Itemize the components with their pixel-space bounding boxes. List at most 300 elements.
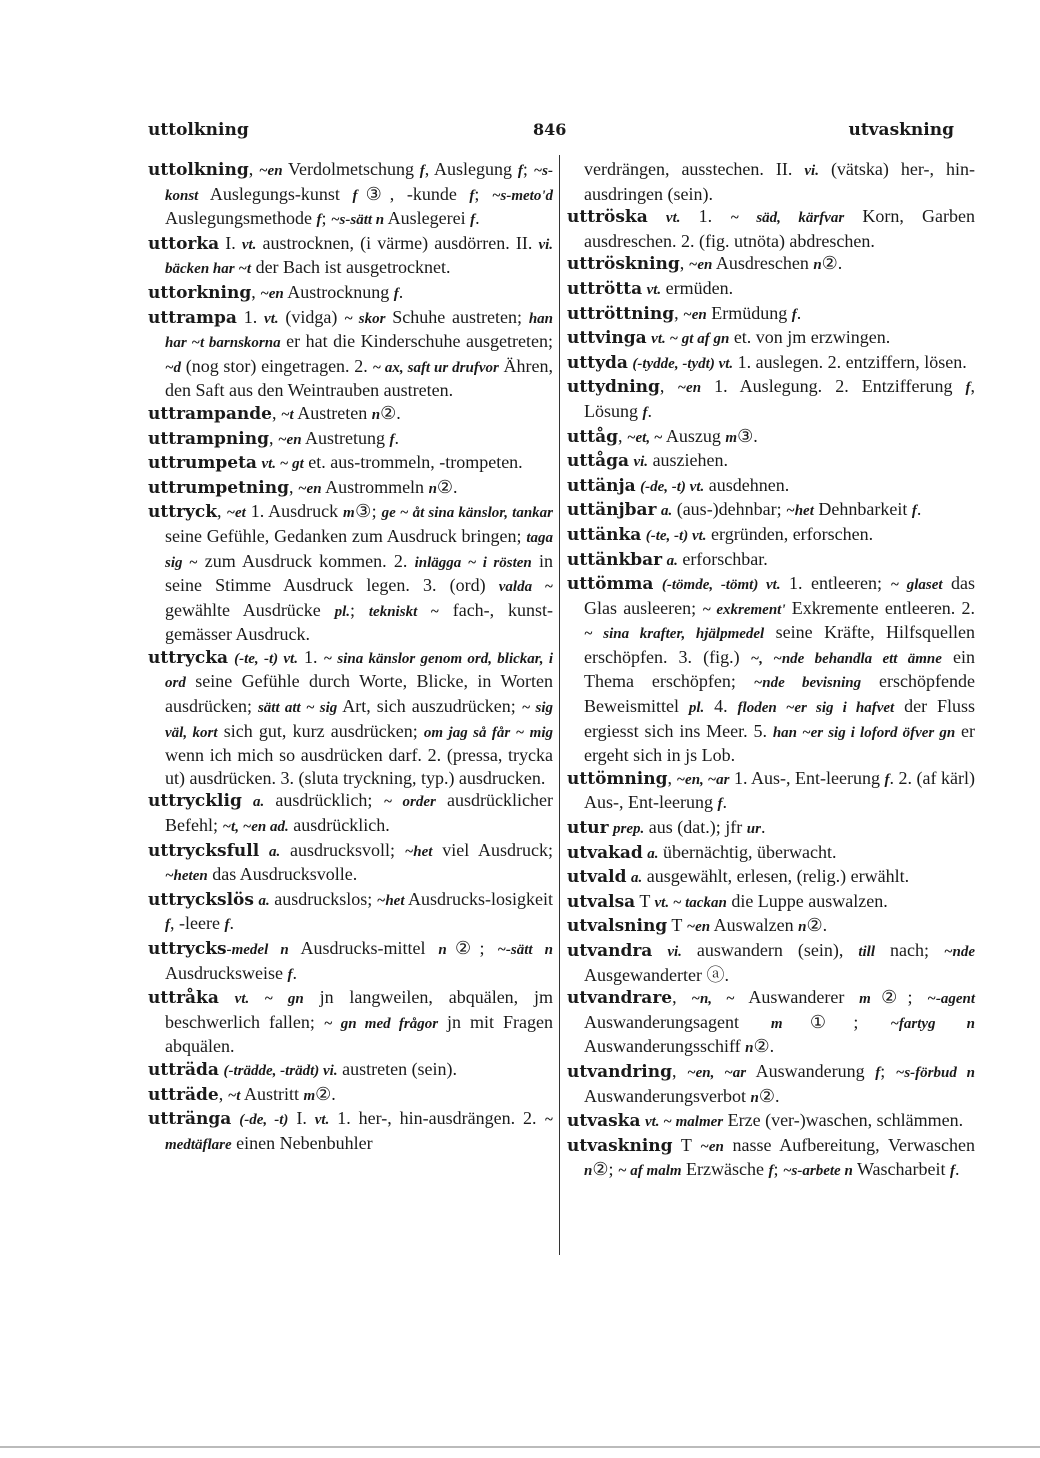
dictionary-entry [567, 986, 975, 1060]
entry-text: Austretung [301, 427, 390, 448]
entry-text: ②; [446, 938, 498, 958]
entry-text: seine Gefühle durch Worte, Blicke, in Worten ausdrücken; [165, 671, 553, 717]
entry-continuation [567, 158, 975, 205]
entry-text: gewählte Ausdrücke [165, 599, 335, 620]
entry-text: die Luppe auswalzen. [726, 890, 888, 911]
entry-text: . [916, 499, 922, 520]
entry-text: Ausgewanderter ⓐ. [584, 964, 729, 985]
italic-gloss: m [343, 505, 355, 522]
dictionary-entry [567, 302, 975, 327]
headword: uttömma [567, 574, 654, 595]
entry-text: . [229, 913, 234, 934]
entry-text: , [217, 501, 227, 522]
entry-text: ein Thema erschöpfen; [584, 646, 975, 692]
italic-gloss: inlägga ~ i rösten [414, 554, 532, 571]
italic-gloss: vt. [241, 236, 257, 253]
italic-gloss: f [470, 212, 476, 229]
dictionary-entry [148, 306, 553, 402]
entry-text: ausdrücklicher Befehl; [165, 790, 553, 836]
entry-text: , [289, 476, 298, 497]
entry-text: erforschbar. [677, 548, 768, 569]
entry-text: Auslegungsmethode [165, 208, 317, 229]
dictionary-entry [567, 449, 975, 474]
headword: uttrycka [148, 647, 229, 668]
italic-gloss: f [316, 212, 322, 229]
italic-gloss: ~s-arbete n [783, 1163, 853, 1180]
entry-text [652, 940, 667, 960]
entry-text: Ähren, den Saft aus den Weintrauben austreten. [165, 355, 553, 401]
italic-gloss: vt. ~ gt [261, 456, 304, 473]
entry-text: (vätska) her-, hin-ausdringen (sein). [584, 159, 975, 204]
headword: uttrycksfull [148, 840, 260, 861]
entry-text: , [659, 376, 678, 397]
italic-gloss: ~d [165, 359, 182, 376]
column-divider [559, 155, 560, 1255]
entry-text: ; [880, 1060, 896, 1081]
italic-gloss: ~ medtäflare [165, 1112, 553, 1153]
entry-text: ③. [737, 425, 758, 446]
italic-gloss: f [469, 187, 475, 204]
italic-gloss: f [642, 404, 648, 421]
entry-text: , [672, 987, 692, 1008]
headword: uttrumpeta [148, 453, 257, 474]
entry-text [219, 987, 235, 1007]
entry-text: T [667, 915, 687, 936]
italic-gloss: m [725, 429, 738, 446]
headword: uttänkbar [567, 549, 663, 570]
italic-gloss: ~t, ~en ad. [222, 819, 289, 836]
headword: uttorkning [148, 282, 252, 303]
italic-gloss: taga sig ~ [165, 529, 553, 571]
italic-gloss: ~het [404, 843, 433, 860]
italic-gloss: ~t [227, 1087, 241, 1104]
headword: utvakad [567, 842, 643, 863]
entry-text: , [679, 253, 689, 274]
italic-gloss: ~en [688, 257, 713, 274]
entry-text: 1. Ausdruck [245, 501, 344, 522]
entry-text [648, 206, 666, 226]
dictionary-entry [148, 281, 553, 306]
italic-gloss: ~fartyg n [890, 1015, 975, 1032]
italic-gloss: a. [666, 552, 678, 569]
headword: uttryckslös [148, 889, 254, 910]
headword: uttrycklig [148, 791, 242, 812]
entry-text: ausdrücklich. [288, 815, 390, 836]
italic-gloss: han har ~t barnskorna [165, 310, 553, 352]
entry-text: . [398, 281, 404, 302]
headword: utur [567, 818, 609, 839]
italic-gloss: ~en [277, 431, 302, 448]
entry-text: Austrocknung [283, 281, 394, 302]
italic-gloss: vt. [665, 210, 681, 227]
entry-text: T [635, 890, 655, 911]
dictionary-entry [567, 865, 975, 890]
italic-gloss: a. [258, 892, 270, 909]
headword: uttyda [567, 352, 628, 373]
italic-gloss: ~s-konst [165, 163, 553, 204]
running-head-last-word: utvaskning [848, 120, 954, 140]
entry-text: Ausdrucks-losigkeit [404, 888, 553, 909]
headword: utvandring [567, 1061, 673, 1082]
entry-text: ①; [782, 1011, 891, 1032]
dictionary-entry [148, 427, 553, 452]
entry-text: ②; [592, 1159, 618, 1180]
entry-text [259, 840, 269, 860]
headword: utvaskning [567, 1135, 673, 1156]
entry-text: ; [474, 183, 492, 204]
dictionary-entry [567, 816, 975, 841]
entry-text: ②. [753, 1036, 775, 1057]
entry-text: viel Ausdruck; [432, 839, 553, 860]
italic-gloss: vt. [646, 281, 662, 298]
entry-text: Wascharbeit [852, 1159, 950, 1180]
entry-text: Art, sich auszudrücken; [337, 696, 522, 717]
italic-gloss: (-de, -t) vt. [640, 478, 705, 495]
italic-gloss: vi. bäcken har ~t [165, 236, 554, 278]
entry-text: ausziehen. [648, 450, 729, 471]
headword: uttänja [567, 475, 636, 496]
dictionary-entry [148, 500, 553, 646]
entry-text: 1. [680, 206, 731, 227]
italic-gloss: ~ skor [344, 310, 386, 327]
italic-gloss: vi. [667, 944, 682, 960]
entry-text: . [475, 208, 480, 229]
italic-gloss: ~ sina krafter, hjälpmedel [584, 626, 765, 643]
entry-text: austrocknen, (i värme) ausdörren. II. [256, 232, 539, 253]
entry-text: I. [288, 1108, 315, 1129]
italic-gloss: n [371, 406, 381, 423]
dictionary-entry [567, 1109, 975, 1134]
headword: utvandra [567, 941, 653, 961]
italic-gloss: ~nde bevisning [753, 675, 862, 692]
italic-gloss: ~-agent [927, 991, 976, 1008]
entry-text: nasse Aufbereitung, Verwaschen [723, 1134, 975, 1155]
entry-text: der Bach ist ausgetrocknet. [251, 257, 451, 278]
headword: uttröskning [567, 254, 680, 275]
entry-text: , [674, 302, 684, 323]
italic-gloss: ~en [700, 1138, 724, 1155]
entry-text: et. aus-trommeln, -trompeten. [303, 452, 523, 473]
entry-text: , [218, 1083, 228, 1104]
italic-gloss: ~s-meto'd [491, 187, 553, 204]
headword: uttåg [567, 426, 618, 447]
headword: uttydning [567, 377, 660, 398]
italic-gloss: n [750, 1089, 759, 1106]
entry-text: , [251, 281, 261, 302]
entry-text: ; [773, 1159, 783, 1180]
italic-gloss: f [517, 163, 523, 179]
entry-text: Exkremente entleeren. 2. [785, 597, 975, 618]
italic-gloss: sätt att ~ sig [257, 700, 338, 717]
entry-text [242, 790, 253, 810]
dictionary-entry [148, 646, 553, 790]
headword: utvandrare [567, 988, 673, 1009]
entry-text: Auswanderer [734, 987, 860, 1008]
dictionary-entry [567, 375, 975, 424]
entry-text: ②; [870, 987, 928, 1008]
italic-gloss: ~ glaset [890, 577, 943, 594]
entry-text: 1. [297, 646, 324, 667]
entry-text: . 2. (af kärl) Aus-, Ent-leerung [584, 767, 976, 813]
entry-text: seine Kräfte, Hilfsquellen erschöpfen. 3. (fig.) [584, 622, 976, 667]
italic-gloss: a. [630, 870, 643, 887]
dictionary-entry [567, 767, 975, 816]
entry-text: das Ausdrucksvolle. [207, 864, 358, 885]
italic-gloss: f [965, 380, 971, 397]
italic-gloss: m [303, 1087, 316, 1104]
dictionary-entry [148, 1058, 553, 1083]
italic-gloss: om jag så får ~ mig [423, 724, 553, 741]
italic-gloss: ~ gn med frågor [323, 1015, 439, 1032]
entry-text: Auswalzen [710, 915, 799, 936]
italic-gloss: ~nde [943, 944, 976, 960]
entry-text: et. von jm erzwingen. [729, 327, 891, 348]
entry-text: austreten (sein). [337, 1058, 458, 1079]
italic-gloss: n [438, 942, 447, 958]
entry-text: 1. her-, hin-ausdrängen. 2. [329, 1108, 545, 1129]
headword: uttränga [148, 1109, 232, 1130]
italic-gloss: vt. ~ gt af gn [651, 331, 730, 348]
entry-text: 1. Aus-, Ent-leerung [729, 767, 885, 788]
headword: uttolkning [148, 160, 249, 180]
dictionary-entry [567, 1060, 975, 1109]
headword: utvalsning [567, 916, 668, 937]
entry-text: , [672, 1060, 688, 1081]
italic-gloss: ~t [281, 406, 294, 423]
italic-gloss: ~het [376, 892, 405, 909]
entry-text: ausdrücklich; [264, 790, 384, 811]
italic-gloss: ur [746, 821, 761, 838]
dictionary-entry [567, 548, 975, 573]
entry-text: Auslegungs-kunst [198, 183, 353, 204]
entry-text: Auszug [662, 425, 726, 446]
entry-text: 1. entleeren; [780, 573, 891, 594]
entry-text: Ausdrucks-mittel [288, 938, 439, 958]
dictionary-entry [148, 789, 553, 838]
dictionary-entry [567, 205, 975, 252]
dictionary-entry [148, 839, 553, 888]
entry-text: Korn, Garben ausdreschen. 2. (fig. utnöta) abdreschen. [584, 206, 976, 251]
headword: uttrötta [567, 278, 643, 299]
italic-gloss: (-de, -t) [239, 1112, 289, 1129]
dictionary-entry [148, 888, 553, 937]
headword: uttråka [148, 988, 219, 1009]
italic-gloss: ~en [259, 163, 283, 179]
italic-gloss: ~s-sätt n [331, 212, 385, 229]
italic-gloss: m [770, 1015, 783, 1032]
entry-text: . [796, 302, 802, 323]
italic-gloss: ~et [226, 505, 246, 522]
italic-gloss: till [858, 944, 875, 960]
entry-text: Auswanderungsverbot [584, 1085, 751, 1106]
italic-gloss: pl. [688, 700, 705, 717]
italic-gloss: f [389, 431, 395, 448]
entry-text: ; [350, 599, 369, 620]
italic-gloss: f [224, 917, 230, 934]
headword: uttrycks [148, 939, 227, 959]
headword: utträda [148, 1059, 219, 1080]
entry-text: wenn ich mich so ausdrücken darf. 2. (pressa, trycka ut) ausdrücken. 3. (sluta tryckning, typ.) ausdrucken. [165, 745, 553, 788]
entry-text: ③; [354, 501, 382, 522]
entry-text: T [672, 1134, 701, 1155]
entry-text: in seine Stimme Ausdruck legen. 3. (ord) [165, 550, 553, 596]
italic-gloss: vt. [314, 1112, 330, 1129]
entry-text: ②. [380, 402, 401, 423]
entry-text: . [722, 792, 727, 813]
entry-text: (aus-)dehnbar; [672, 499, 787, 520]
italic-gloss: ~heten [165, 868, 208, 885]
entry-text: ermüden. [661, 277, 734, 298]
entry-text: ; [321, 208, 331, 229]
italic-gloss: ~, ~nde behandla ett ämne [750, 650, 942, 667]
running-head-first-word: uttolkning [148, 120, 249, 140]
italic-gloss: ~ säd, kärfvar [730, 210, 845, 227]
entry-text: nach; [875, 940, 944, 960]
entry-text: ergründen, erforschen. [706, 523, 874, 544]
entry-text: , [617, 425, 627, 446]
dictionary-entry [567, 523, 975, 548]
dictionary-entry [567, 498, 975, 523]
headword: uttröttning [567, 303, 675, 324]
headword: uttänjbar [567, 500, 657, 521]
dictionary-entry [567, 351, 975, 376]
entry-text: . [647, 400, 652, 421]
entry-text: Austreten [293, 402, 372, 423]
entry-text: ②. [821, 253, 843, 274]
italic-gloss: f [352, 187, 358, 204]
headword: uttrumpetning [148, 477, 289, 498]
headword: utvaska [567, 1111, 641, 1132]
entry-text: Ausdrucksweise [165, 962, 288, 983]
entry-text: erschöpfende Beweismittel [584, 671, 975, 717]
dictionary-entry [148, 402, 553, 427]
italic-gloss: f [287, 966, 293, 983]
italic-gloss: ~ af malm [617, 1163, 682, 1180]
scan-edge-line [0, 1446, 1040, 1448]
italic-gloss: (-te, -t) vt. [234, 650, 298, 667]
entry-text: Dehnbarkeit [813, 499, 912, 520]
entry-text: . [394, 427, 400, 448]
entry-text [653, 573, 661, 593]
entry-text: Auswanderungsagent [584, 1011, 771, 1032]
italic-gloss: vt. ~ gn [234, 991, 304, 1008]
italic-gloss: vt. [264, 310, 279, 327]
dictionary-entry [567, 841, 975, 866]
entry-text: 1. Auslegung. 2. Entzifferung [701, 376, 966, 397]
italic-gloss: (-tömde, -tömt) vt. [661, 577, 781, 594]
entry-text: ②. [758, 1085, 780, 1106]
italic-gloss: ~ sig väl, kort [165, 700, 554, 741]
entry-text: ausdruckslos; [269, 888, 377, 909]
italic-gloss: prep. [613, 821, 645, 838]
headword: uttrampa [148, 307, 237, 328]
entry-text: auswandern (sein), [681, 940, 859, 960]
headword: uttrampning [148, 428, 269, 449]
italic-gloss: ~s-förbud n [895, 1064, 976, 1081]
italic-gloss: ~-sätt n [497, 942, 554, 958]
dictionary-entry [567, 326, 975, 351]
entry-text: Schuhe austreten; [385, 306, 529, 327]
headword: uttömning [567, 768, 668, 789]
entry-text: Verdolmetschung [282, 159, 420, 179]
italic-gloss: vt. ~ malmer [644, 1114, 724, 1131]
entry-text: , -leere [170, 913, 225, 934]
entry-text: übernächtig, überwacht. [658, 841, 837, 862]
entry-text: ②. [315, 1083, 336, 1104]
entry-text: Austritt [240, 1083, 304, 1104]
entry-text: aus (dat.); jfr [644, 817, 747, 838]
headword: utvalsa [567, 891, 636, 912]
entry-text: ausdehnen. [704, 474, 790, 495]
italic-gloss: ge ~ åt sina känslor, tankar [381, 505, 554, 522]
entry-text: Austrommeln [321, 476, 429, 497]
entry-text: sich gut, kurz ausdrücken; [217, 720, 424, 741]
italic-gloss: f [884, 771, 890, 788]
italic-gloss: a. [647, 845, 659, 862]
dictionary-entry [148, 232, 553, 281]
italic-gloss: ~en [298, 480, 322, 497]
entry-text: . [760, 817, 766, 838]
dictionary-entry [567, 474, 975, 499]
entry-text: ausdrucksvoll; [280, 839, 405, 860]
entry-text: jn langweilen, abquälen, jm beschwerlich fallen; [165, 987, 553, 1032]
entry-text: I. [219, 232, 242, 253]
entry-text: , [272, 402, 281, 423]
entry-text: , [268, 427, 278, 448]
italic-gloss: a. [253, 794, 265, 811]
dictionary-entry [567, 572, 975, 767]
italic-gloss: valda ~ [498, 579, 554, 596]
entry-text: 1. [236, 306, 265, 327]
italic-gloss: ~en [683, 306, 707, 323]
italic-gloss: ~en [260, 285, 284, 302]
entry-text: er hat die Kinderschuhe ausgetreten; [280, 331, 554, 352]
entry-text: jn mit Fragen abquälen. [165, 1011, 553, 1057]
italic-gloss: n [798, 919, 807, 936]
headword: uttrampande [148, 403, 272, 424]
entry-text: 4. [704, 696, 738, 717]
italic-gloss: vi. [804, 163, 819, 179]
entry-text: Auslegerei [384, 208, 471, 229]
italic-gloss: ~en [677, 380, 702, 397]
entry-text: ausgewählt, erlesen, (relig.) erwählt. [642, 866, 910, 887]
entry-text: (vidga) [278, 306, 345, 327]
dictionary-entry [148, 986, 553, 1058]
italic-gloss: f [165, 917, 170, 934]
italic-gloss: f [393, 285, 399, 302]
dictionary-entry [148, 937, 553, 986]
italic-gloss: tekniskt ~ [368, 603, 439, 620]
entry-text: verdrängen, ausstechen. II. [584, 159, 805, 179]
dictionary-entry [148, 158, 553, 232]
italic-gloss: (-te, -t) vt. [645, 527, 707, 544]
italic-gloss: ~ exkrement' [702, 601, 786, 618]
italic-gloss: floden ~er sig i hafvet [737, 700, 895, 717]
dictionary-entry [148, 1083, 553, 1108]
italic-gloss: m [859, 991, 871, 1008]
italic-gloss: -medel n [226, 942, 289, 958]
entry-text: ②. [436, 476, 458, 497]
italic-gloss: f [717, 796, 723, 813]
entry-text: , Lösung [584, 376, 976, 421]
italic-gloss: ~en, ~ar [687, 1064, 747, 1081]
entry-text: der Fluss ergiesst sich ins Meer. 5. [584, 696, 975, 741]
entry-text: Auswanderungsschiff [584, 1036, 746, 1057]
dictionary-entry [148, 1107, 553, 1156]
entry-text: ②. [806, 915, 828, 936]
headword: uttorka [148, 233, 220, 254]
italic-gloss: ~ sina känslor genom ord, blickar, i ord [165, 650, 554, 692]
